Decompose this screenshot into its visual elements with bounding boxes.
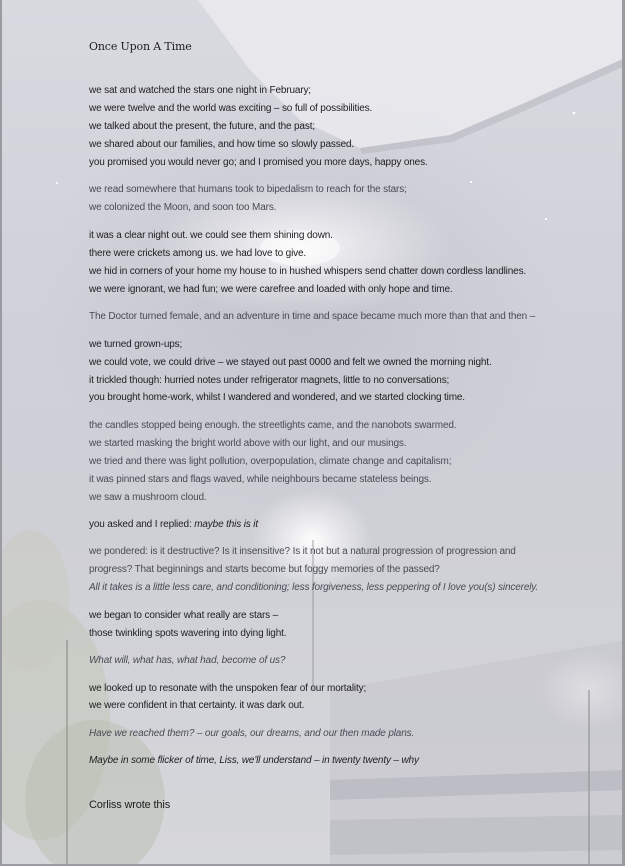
poem-line: we sat and watched the stars one night in February; xyxy=(89,85,311,96)
star xyxy=(56,182,58,184)
poem-line: it trickled though: hurried notes under refrigerator magnets, little to no conversations; xyxy=(89,375,450,386)
poem-line: we talked about the present, the future, and the past; xyxy=(89,121,315,132)
poem-line: you brought home-work, whilst I wandered and wondered, and we started clocking time. xyxy=(89,392,465,403)
poem-line: All it takes is a little less care, and conditioning; less forgiveness, less peppering of I love you(s) sincerely. xyxy=(89,582,539,593)
poem-line: we hid in corners of your home my house to in hushed whispers send chatter down cordless landlines. xyxy=(89,266,527,277)
poem-line: we shared about our families, and how time so slowly passed. xyxy=(89,139,355,150)
poem-line: we began to consider what really are stars – xyxy=(89,610,279,621)
lamp-post xyxy=(66,640,68,866)
poem-line: Have we reached them? – our goals, our dreams, and our then made plans. xyxy=(89,728,415,739)
poem-line: we looked up to resonate with the unspoken fear of our mortality; xyxy=(89,683,367,694)
poem-line: The Doctor turned female, and an adventure in time and space became much more than that and then – xyxy=(89,311,536,322)
poem-line: What will, what has, what had, become of us? xyxy=(89,655,286,666)
poem-line: we were twelve and the world was exciting – so full of possibilities. xyxy=(89,103,373,114)
star xyxy=(545,218,547,220)
poem-line: progress? That beginnings and starts become but foggy memories of the passed? xyxy=(89,564,440,575)
star xyxy=(573,112,576,115)
lamp-post xyxy=(312,540,314,690)
page-border-left xyxy=(0,0,2,866)
lamp-post xyxy=(588,690,590,866)
star xyxy=(470,181,472,183)
poem-line: those twinkling spots wavering into dying light. xyxy=(89,628,287,639)
poem-line: we were ignorant, we had fun; we were carefree and loaded with only hope and time. xyxy=(89,284,453,295)
signature: Corliss wrote this xyxy=(89,799,171,811)
poem-line: we were confident in that certainty. it was dark out. xyxy=(89,700,305,711)
poem-line: we could vote, we could drive – we stayed out past 0000 and felt we owned the morning night. xyxy=(89,357,492,368)
poem-line: the candles stopped being enough. the streetlights came, and the nanobots swarmed. xyxy=(89,420,457,431)
poem-line: we read somewhere that humans took to bipedalism to reach for the stars; xyxy=(89,184,407,195)
poem-line: we tried and there was light pollution, overpopulation, climate change and capitalism; xyxy=(89,456,452,467)
building-windows xyxy=(330,815,625,855)
document-title: Once Upon A Time xyxy=(89,40,192,53)
reply-prefix: you asked and I replied: xyxy=(89,519,195,530)
poem-line: we saw a mushroom cloud. xyxy=(89,492,207,503)
poem-line: you promised you would never go; and I promised you more days, happy ones. xyxy=(89,157,428,168)
reply-emphasis: maybe this is it xyxy=(194,519,258,530)
poem-line: we colonized the Moon, and soon too Mars. xyxy=(89,202,277,213)
poem-line: it was a clear night out. we could see them shining down. xyxy=(89,230,333,241)
poem-line: we pondered: is it destructive? Is it insensitive? Is it not but a natural progression of progression and xyxy=(89,546,516,557)
poem-line: there were crickets among us. we had love to give. xyxy=(89,248,307,259)
poem-line: we started masking the bright world above with our light, and our musings. xyxy=(89,438,407,449)
poem-line: it was pinned stars and flags waved, while neighbours became stateless beings. xyxy=(89,474,432,485)
poem-line: we turned grown-ups; xyxy=(89,339,183,350)
poem-line: Maybe in some flicker of time, Liss, we'll understand – in twenty twenty – why xyxy=(89,755,419,766)
poem-line xyxy=(89,519,258,531)
